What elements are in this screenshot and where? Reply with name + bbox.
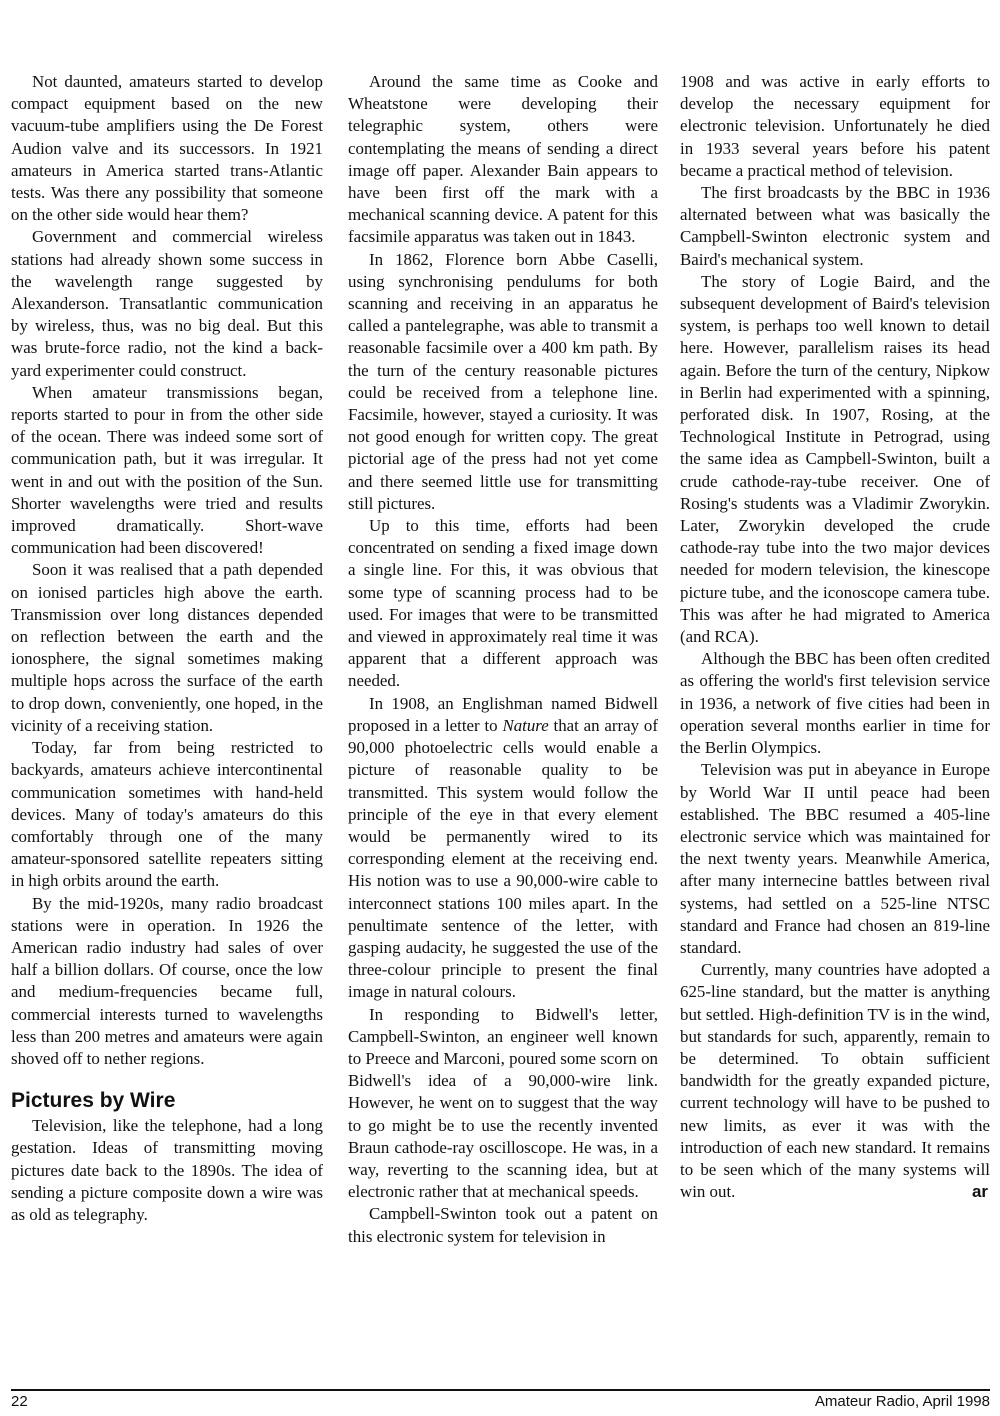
paragraph: Today, far from being restricted to backyards, amateurs achieve intercontinental communication sometimes with hand-held devices. Many of today's amateurs do this comfortably through one of the many amateur-sponsored satellite repeaters sitting in high orbits around the earth. bbox=[11, 738, 323, 891]
paragraph-text: In 1908, an Englishman named Bidwell proposed in a letter to bbox=[348, 693, 658, 735]
paragraph bbox=[348, 693, 658, 1004]
paragraph: Not daunted, amateurs started to develop compact equipment based on the new vacuum-tube amplifiers using the De Forest Audion valve and its successors. In 1921 amateurs in America started trans-Atlantic tests. Was there any possibility that someone on the other side would hear them? bbox=[11, 72, 323, 225]
paragraph: Campbell-Swinton took out a patent on this electronic system for television in bbox=[348, 1204, 658, 1246]
paragraph: Soon it was realised that a path depended on ionised particles high above the earth. Transmission over long distances depended on reflection between the earth and the ionosphere, the signal sometimes making multiple hops across the surface of the earth to drop down, conveniently, one hoped, in the vicinity of a receiving station. bbox=[11, 560, 323, 735]
page-number: 22 bbox=[11, 1393, 28, 1410]
paragraph: Up to this time, efforts had been concentrated on sending a fixed image down a single line. For this, it was obvious that some type of scanning process had to be used. For images that were to be transmitted and viewed in approximately real time it was apparent that a different approach was needed. bbox=[348, 516, 658, 691]
article-column-3 bbox=[680, 71, 990, 1203]
paragraph-text: Currently, many countries have adopted a 625-line standard, but the matter is anything but settled. High-definition TV is in the wind, but standards for such, apparently, remain to be determined. To obtain sufficient bandwidth for the greatly expanded picture, current technology will have to be pushed to new limits, as ever it was with the introduction of each new standard. It remains to be seen which of the many systems will win out. bbox=[680, 960, 990, 1202]
paragraph: The first broadcasts by the BBC in 1936 alternated between what was basically the Campbell-Swinton electronic system and Baird's mechanical system. bbox=[680, 183, 990, 269]
paragraph: Television, like the telephone, had a long gestation. Ideas of transmitting moving pictures date back to the 1890s. The idea of sending a picture composite down a wire was as old as telegraphy. bbox=[11, 1116, 323, 1224]
paragraph: When amateur transmissions began, reports started to pour in from the other side of the ocean. There was indeed some sort of communication path, but it was irregular. It went in and out with the position of the Sun. Shorter wavelengths were tried and results improved dramatically. Short-wave communication had been discovered! bbox=[11, 382, 323, 558]
article-end-mark: ar bbox=[972, 1182, 988, 1202]
paragraph: Around the same time as Cooke and Wheatstone were developing their telegraphic system, others were contemplating the means of sending a direct image off paper. Alexander Bain appears to have been first off the mark with a mechanical scanning device. A patent for this facsimile apparatus was taken out in 1843. bbox=[348, 72, 658, 247]
paragraph: In 1862, Florence born Abbe Caselli, using synchronising pendulums for both scanning and receiving in an apparatus he called a pantelegraphe, was able to transmit a reasonable facsimile over a 400 km path. By the turn of the century reasonable pictures could be received from a telephone line. Facsimile, however, stayed a curiosity. It was not good enough for written copy. The great pictorial age of the press had not yet come and there seemed little use for transmitting still pictures. bbox=[348, 249, 658, 513]
paragraph: Government and commercial wireless stations had already shown some success in the wavelength range suggested by Alexanderson. Transatlantic communication by wireless, thus, was no big deal. But this was brute-force radio, not the kind a back-yard experimenter could construct. bbox=[11, 227, 323, 380]
paragraph: Although the BBC has been often credited as offering the world's first television service in 1936, a network of five cities had been in operation several months earlier in time for the Berlin Olympics. bbox=[680, 649, 990, 758]
paragraph: The story of Logie Baird, and the subsequent development of Baird's television system, is perhaps too well known to detail here. However, parallelism raises its head again. Before the turn of the century, Nipkow in Berlin had experimented with a spinning, perforated disk. In 1907, Rosing, at the Technological Institute in Petrograd, using the same idea as Campbell-Swinton, built a crude cathode-ray-tube receiver. One of Rosing's students was a Vladimir Zworykin. Later, Zworykin developed the crude cathode-ray tube into the two major devices needed for modern television, the kinescope picture tube, and the iconoscope camera tube. This was after he had migrated to America (and RCA). bbox=[680, 271, 990, 647]
paragraph: In responding to Bidwell's letter, Campbell-Swinton, an engineer well known to Preece and Marconi, poured some scorn on Bidwell's idea of a 90,000-wire link. However, he went on to suggest that the way to go might be to use the recently invented Braun cathode-ray oscilloscope. He was, in a way, reverting to the scanning idea, but at electronic rather that at mechanical speeds. bbox=[348, 1004, 658, 1202]
paragraph bbox=[680, 959, 990, 1203]
article-column-2 bbox=[348, 71, 658, 1248]
article-column-1 bbox=[11, 71, 323, 1226]
paragraph: By the mid-1920s, many radio broadcast stations were in operation. In 1926 the American radio industry had sales of over half a billion dollars. Of course, once the low and medium-frequencies became full, commercial interests turned to wavelengths less than 200 metres and amateurs were again shoved off to nether regions. bbox=[11, 893, 323, 1068]
section-heading: Pictures by Wire bbox=[11, 1089, 176, 1113]
journal-title: Nature bbox=[502, 715, 549, 735]
paragraph-text: that an array of 90,000 photoelectric cells would enable a picture of reasonable quality to be transmitted. This system would follow the principle of the eye in that every element would be permanently wired to its corresponding element at the receiving end. His notion was to use a 90,000-wire cable to interconnect stations 100 miles apart. In the penultimate sentence of the letter, with gasping audacity, he suggested the use of the three-colour principle to present the final image in natural colours. bbox=[348, 715, 658, 1002]
publication-footer: Amateur Radio, April 1998 bbox=[814, 1393, 990, 1410]
footer-rule bbox=[11, 1389, 990, 1391]
paragraph: 1908 and was active in early efforts to develop the necessary equipment for electronic television. Unfortunately he died in 1933 several years before his patent became a practical method of television. bbox=[680, 72, 990, 180]
paragraph: Television was put in abeyance in Europe by World War II until peace had been established. The BBC resumed a 405-line electronic service which was maintained for the next twenty years. Meanwhile America, after many internecine battles between rival systems, had settled on a 525-line NTSC standard and France had chosen an 819-line standard. bbox=[680, 760, 990, 957]
